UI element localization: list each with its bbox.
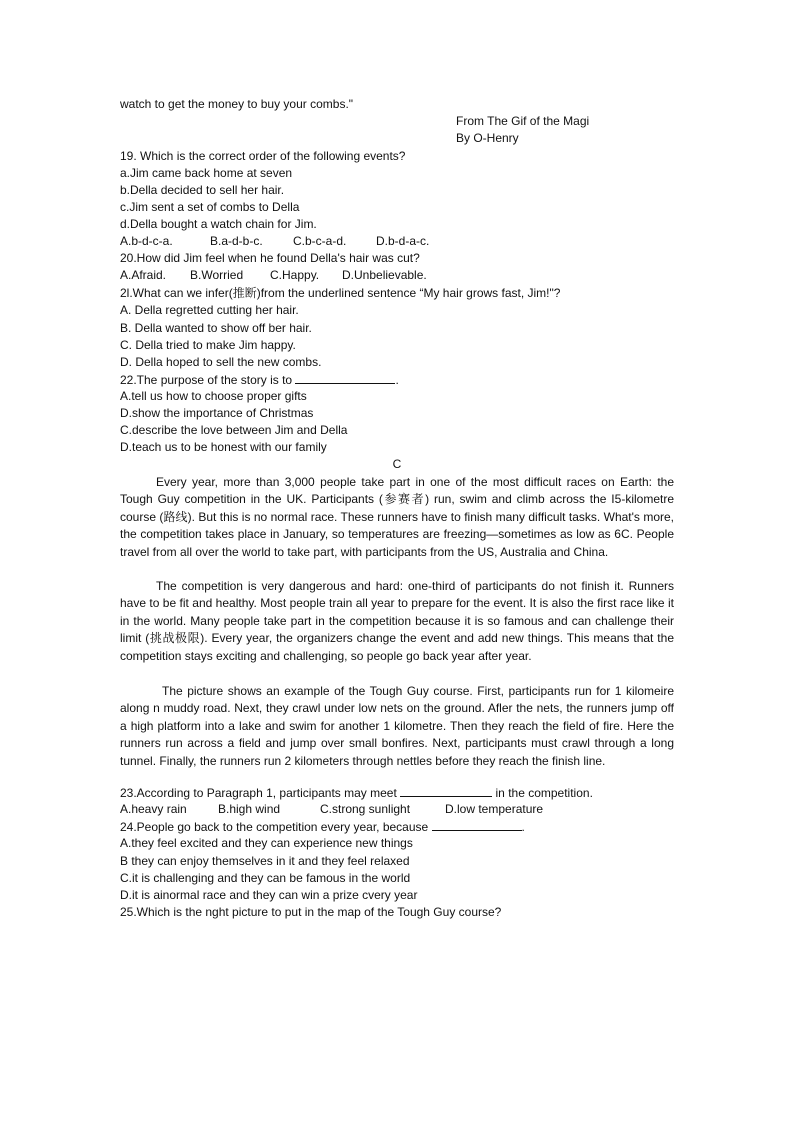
q22-question-text: 22.The purpose of the story is to [120,373,293,387]
q25-question: 25.Which is the nght picture to put in the map of the Tough Guy course? [120,905,502,919]
q21-option-c[interactable]: C. Della tried to make Jim happy. [120,338,296,352]
q23-answer-blank[interactable] [400,784,492,797]
q21-option-d[interactable]: D. Della hoped to sell the new combs. [120,355,322,369]
q19-option-a[interactable]: A.b-d-c-a. [120,234,173,248]
q21-option-b[interactable]: B. Della wanted to show off ber hair. [120,321,312,335]
q23-option-a[interactable]: A.heavy rain [120,802,187,816]
q23-question-end: in the competition. [495,786,593,800]
q20-options [120,267,427,284]
passage-paragraph-2: The competition is very dangerous and hard: one-third of participants do not finish it. Runners have to be fit and healthy. Most people train all year to prepare for the event. It is also the first race like it in the world. Many people take part in the competition because it is so famous and can challenge their limit (挑战极限). Every year, the organizers change the event and add new things. This means that the competition stays exciting and challenging, so people go back year after year. [120,579,674,663]
q23-question [120,784,593,802]
q23-option-d[interactable]: D.low temperature [445,802,544,816]
q22-option-d1[interactable]: D.show the importance of Christmas [120,406,314,420]
q23-option-c[interactable]: C.strong sunlight [320,802,411,816]
q23-option-b[interactable]: B.high wind [218,802,281,816]
source-title: From The Gif of the Magi [456,114,590,128]
passage-paragraph-3: The picture shows an example of the Tough Guy course. First, participants run for 1 kilomeire along n muddy road. Next, they crawl under low nets on the ground. Afler the nets, the runners jump off a high platform into a lake and swim for another 1 kilometre. Then they reach the field of fire. Here the runners run across a field and jump over small bonfires. Next, participants must crawl through a long tunnel. Finally, the runners run 2 kilometers through nettles before they reach the finish line. [120,684,674,768]
q24-option-a[interactable]: A.they feel excited and they can experience new things [120,836,413,850]
q21-question: 2l.What can we infer(推断)from the underlined sentence “My hair grows fast, Jim!"? [120,286,561,300]
story-closing-line: watch to get the money to buy your combs." [120,97,354,111]
q20-option-a[interactable]: A.Afraid. [120,268,167,282]
q24-option-c[interactable]: C.it is challenging and they can be famous in the world [120,871,411,885]
passage-paragraph-1: Every year, more than 3,000 people take part in one of the most difficult races on Earth: the Tough Guy competition in the UK. Participants (参赛者) run, swim and climb across the I5-kilometre course (路线). But this is no normal race. These runners have to finish many difficult tasks. What's more, the competition takes place in January, so temperatures are freezing—sometimes as low as 6C. People travel from all over the world to take part, with participants from the US, Australia and China. [120,475,674,559]
q19-event-a: a.Jim came back home at seven [120,166,293,180]
q23-options [120,801,543,818]
q20-option-b[interactable]: B.Worried [190,268,244,282]
q22-option-a[interactable]: A.tell us how to choose proper gifts [120,389,307,403]
q22-option-c[interactable]: C.describe the love between Jim and Della [120,423,348,437]
q19-option-b[interactable]: B.a-d-b-c. [210,234,263,248]
q20-question: 20.How did Jim feel when he found Della's hair was cut? [120,251,420,265]
q23-question-text: 23.According to Paragraph 1, participants may meet [120,786,397,800]
q24-question [120,818,525,836]
q21-option-a[interactable]: A. Della regretted cutting her hair. [120,303,299,317]
q19-option-c[interactable]: C.b-c-a-d. [293,234,347,248]
q24-question-text: 24.People go back to the competition every year, because [120,820,429,834]
q24-answer-blank[interactable] [432,818,522,831]
q19-event-b: b.Della decided to sell her hair. [120,183,285,197]
source-author: By O-Henry [456,131,519,145]
q19-option-d[interactable]: D.b-d-a-c. [376,234,430,248]
q22-option-d2[interactable]: D.teach us to be honest with our family [120,440,327,454]
q19-question: 19. Which is the correct order of the following events? [120,149,406,163]
q22-question-end: . [395,373,399,387]
q20-option-d[interactable]: D.Unbelievable. [342,268,427,282]
q24-question-end: . [521,820,525,834]
q19-options [120,233,429,250]
q19-event-d: d.Della bought a watch chain for Jim. [120,217,317,231]
q24-option-d[interactable]: D.it is ainormal race and they can win a prize cvery year [120,888,418,902]
section-c-heading: C [392,457,402,471]
q22-answer-blank[interactable] [295,371,395,384]
q19-event-c: c.Jim sent a set of combs to Della [120,200,300,214]
q22-question [120,371,399,389]
q20-option-c[interactable]: C.Happy. [270,268,320,282]
q24-option-b[interactable]: B they can enjoy themselves in it and they feel relaxed [120,854,410,868]
